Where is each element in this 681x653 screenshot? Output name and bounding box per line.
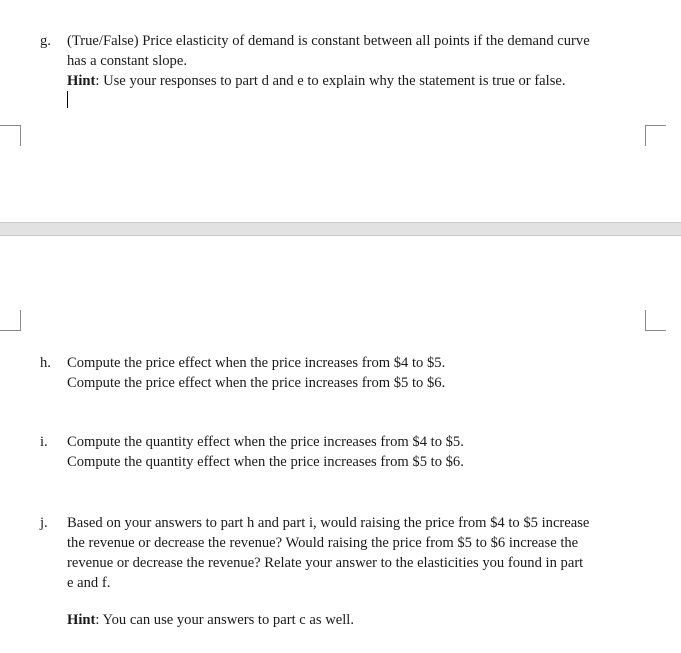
question-j-hint	[67, 610, 354, 630]
hint-text: : Use your responses to part d and e to explain why the statement is true or false.	[95, 73, 566, 89]
answer-area-g[interactable]	[67, 91, 650, 111]
question-i-line-2: Compute the quantity effect when the price increases from $5 to $6.	[67, 454, 464, 470]
question-h-label: h.	[40, 355, 51, 371]
page-margin-corner-top-left	[0, 125, 21, 146]
question-i[interactable]	[40, 432, 650, 472]
question-j[interactable]	[40, 513, 650, 593]
question-h-line-2: Compute the price effect when the price increases from $5 to $6.	[67, 375, 446, 391]
page-break-gap	[0, 222, 681, 236]
question-g-line-2: has a constant slope.	[67, 53, 187, 69]
page-margin-corner-bottom-right	[645, 310, 666, 331]
question-j-line-3: revenue or decrease the revenue? Relate your answer to the elasticities you found in part	[67, 555, 584, 571]
question-i-label: i.	[40, 434, 48, 450]
text-cursor	[67, 91, 68, 108]
question-g-hint	[67, 71, 650, 91]
question-j-label: j.	[40, 515, 48, 531]
hint-label: Hint	[67, 73, 96, 89]
question-h-line-1: Compute the price effect when the price increases from $4 to $5.	[67, 355, 446, 371]
page-margin-corner-bottom-left	[0, 310, 21, 331]
question-j-line-2: the revenue or decrease the revenue? Would raising the price from $5 to $6 increase the	[67, 535, 579, 551]
question-j-line-1: Based on your answers to part h and part i, would raising the price from $4 to $5 increase	[67, 515, 590, 531]
page-margin-corner-top-right	[645, 125, 666, 146]
question-g[interactable]	[40, 31, 650, 111]
question-g-label: g.	[40, 33, 51, 49]
hint-text: : You can use your answers to part c as well.	[95, 612, 354, 628]
question-h[interactable]	[40, 353, 650, 393]
question-i-line-1: Compute the quantity effect when the price increases from $4 to $5.	[67, 434, 464, 450]
question-g-line-1: (True/False) Price elasticity of demand is constant between all points if the demand curve	[67, 33, 590, 49]
question-j-line-4: e and f.	[67, 575, 111, 591]
hint-label: Hint	[67, 612, 96, 628]
